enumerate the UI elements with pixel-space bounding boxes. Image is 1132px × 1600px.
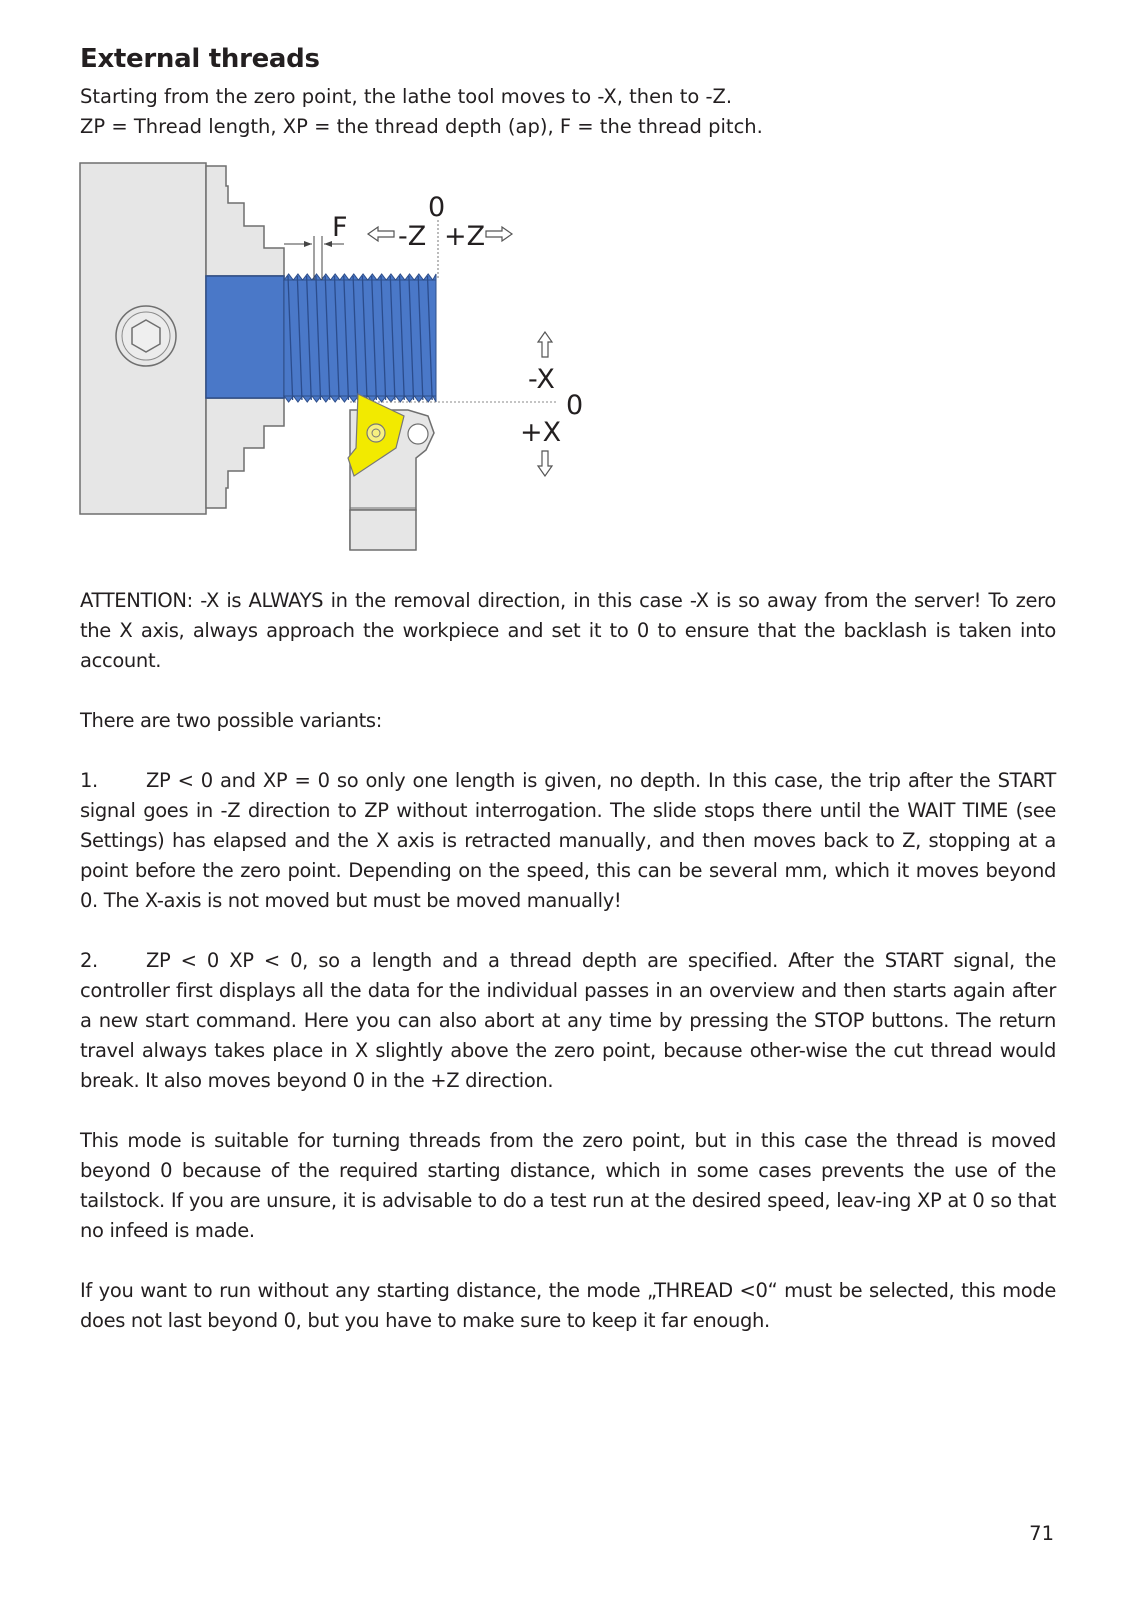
- variant-1-paragraph: [80, 766, 1056, 916]
- plus-z-arrow-icon: [486, 227, 512, 241]
- attention-paragraph: ATTENTION: -X is ALWAYS in the removal direction, in this case -X is so away from the server! To zero the X axis, always approach the workpiece and set it to 0 to ensure that the backlash is taken into account.: [80, 589, 1056, 672]
- variant-2-number: 2.: [80, 949, 98, 972]
- last-paragraph: If you want to run without any starting distance, the mode „THREAD <0“ must be selected, this mode does not last beyond 0, but you have to make sure to keep it far enough.: [80, 1279, 1056, 1332]
- intro-text: [80, 82, 1060, 142]
- variants-intro: There are two possible variants:: [80, 709, 382, 732]
- chuck-jaw: [206, 166, 284, 276]
- minus-z-arrow-icon: [368, 227, 394, 241]
- insert-screw-icon: [367, 424, 385, 442]
- label-f: F: [332, 212, 348, 243]
- variant-2-text: ZP < 0 XP < 0, so a length and a thread depth are specified. After the START signal, the controller first displays all the data for the individual passes in an overview and then starts again after a new start command. Here you can also abort at any time by pressing the STOP buttons. The return travel always takes place in X slightly above the zero point, because other-wise the cut thread would break. It also moves beyond 0 in the +Z direction.: [80, 949, 1056, 1092]
- body-text: [80, 586, 1056, 1366]
- intro-line-2: ZP = Thread length, XP = the thread depth (ap), F = the thread pitch.: [80, 115, 763, 138]
- label-zero-z: 0: [428, 192, 446, 223]
- label-minus-x: -X: [528, 364, 555, 395]
- page-number: 71: [1029, 1522, 1054, 1545]
- mode-paragraph: This mode is suitable for turning threads from the zero point, but in this case the thread is moved beyond 0 because of the required starting distance, which in some cases prevents the use of the tailstock. If you are unsure, it is advisable to do a test run at the desired speed, leav-ing XP at 0 so that no infeed is made.: [80, 1129, 1056, 1242]
- chuck-jaw-lower: [206, 398, 284, 508]
- lathe-thread-diagram: [78, 158, 638, 558]
- intro-line-1: Starting from the zero point, the lathe tool moves to -X, then to -Z.: [80, 85, 733, 108]
- variant-1-text: ZP < 0 and XP = 0 so only one length is given, no depth. In this case, the trip after the START signal goes in -Z direction to ZP without interrogation. The slide stops there until the WAIT TIME (see Settings) has elapsed and the X axis is retracted manually, and then moves back to Z, stopping at a point before the zero point. Depending on the speed, this can be several mm, which it moves beyond 0. The X-axis is not moved but must be moved manually!: [80, 769, 1056, 912]
- section-heading: External threads: [80, 44, 320, 74]
- workpiece-thread: [284, 274, 436, 402]
- plus-x-arrow-icon: [538, 451, 552, 476]
- minus-x-arrow-icon: [538, 332, 552, 357]
- label-zero-x: 0: [566, 390, 584, 421]
- label-plus-x: +X: [520, 417, 562, 448]
- workpiece-shank: [206, 276, 284, 398]
- label-minus-z: -Z: [398, 221, 427, 252]
- label-plus-z: +Z: [444, 221, 486, 252]
- variant-2-paragraph: [80, 946, 1056, 1096]
- variant-1-number: 1.: [80, 769, 98, 792]
